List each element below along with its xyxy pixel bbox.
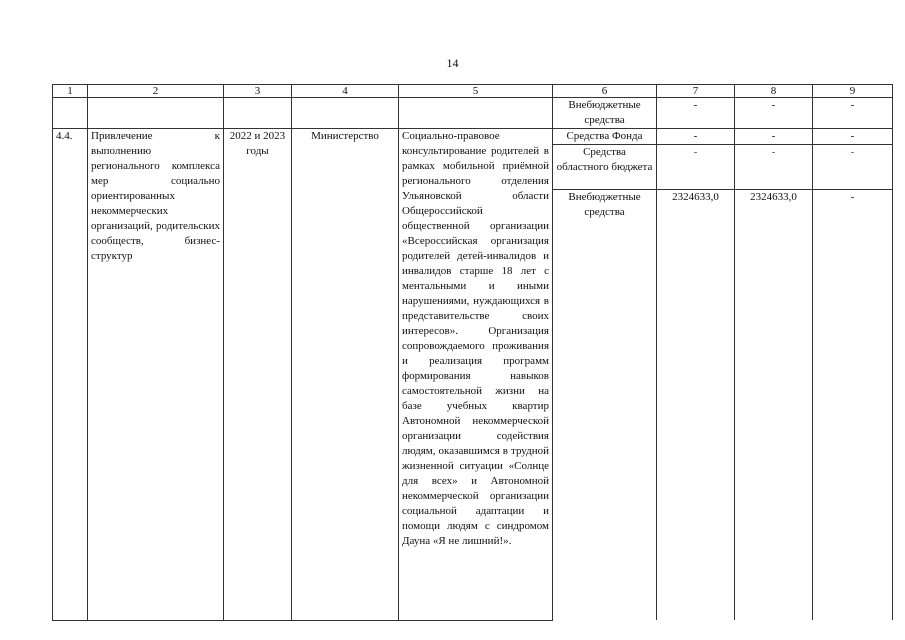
funding-value-8: - — [735, 145, 813, 190]
column-header: 6 — [553, 85, 657, 98]
funding-value-9: - — [813, 145, 893, 190]
table-row — [53, 129, 893, 145]
funding-source: Внебюджетные средства — [553, 190, 657, 621]
column-header: 7 — [657, 85, 735, 98]
column-header: 1 — [53, 85, 88, 98]
table-cell — [224, 98, 292, 129]
column-number-row — [53, 85, 893, 98]
item-executor: Министерство — [292, 129, 399, 621]
column-header: 9 — [813, 85, 893, 98]
item-period: 2022 и 2023 годы — [224, 129, 292, 621]
column-header: 8 — [735, 85, 813, 98]
item-description: Социально-правовое консультирование родителей в рамках мобильной приёмной регионального отделения Ульяновской области Общероссийской общественной организации «Всероссийская организация родителей детей-инвалидов и инвалидов старше 18 лет с ментальными и иными нарушениями, нуждающихся в представительстве своих интересов». Организация сопровождаемого проживания и реализация программ формирования навыков самостоятельной жизни на базе учебных квартир Автономной некоммерческой организации содействия людям, оказавшимся в трудной жизненной ситуации «Солнце для всех» и Автономной некоммерческой организации социальной адаптации и помощи людям с синдромом Дауна «Я не лишний!». — [399, 129, 553, 621]
item-title: Привлечение к выполнению регионального комплекса мер социально ориентированных некоммерческих организаций, родительских сообществ, бизнес-структур — [88, 129, 224, 621]
column-header: 2 — [88, 85, 224, 98]
funding-value-7: 2324633,0 — [657, 190, 735, 621]
funding-value-8: - — [735, 129, 813, 145]
funding-value-9: - — [813, 129, 893, 145]
funding-source: Внебюджетные средства — [553, 98, 657, 129]
measures-table — [52, 84, 893, 621]
column-header: 4 — [292, 85, 399, 98]
table-cell — [292, 98, 399, 129]
funding-source: Средства областного бюджета — [553, 145, 657, 190]
table-cell — [88, 98, 224, 129]
table-cell — [399, 98, 553, 129]
funding-source: Средства Фонда — [553, 129, 657, 145]
funding-value-7: - — [657, 129, 735, 145]
funding-value-8: 2324633,0 — [735, 190, 813, 621]
funding-value-8: - — [735, 98, 813, 129]
page-number: 14 — [446, 56, 459, 70]
column-header: 3 — [224, 85, 292, 98]
item-number: 4.4. — [53, 129, 88, 621]
funding-value-9: - — [813, 190, 893, 621]
funding-value-9: - — [813, 98, 893, 129]
column-header: 5 — [399, 85, 553, 98]
continuation-row — [53, 98, 893, 129]
funding-value-7: - — [657, 145, 735, 190]
funding-value-7: - — [657, 98, 735, 129]
table-cell — [53, 98, 88, 129]
